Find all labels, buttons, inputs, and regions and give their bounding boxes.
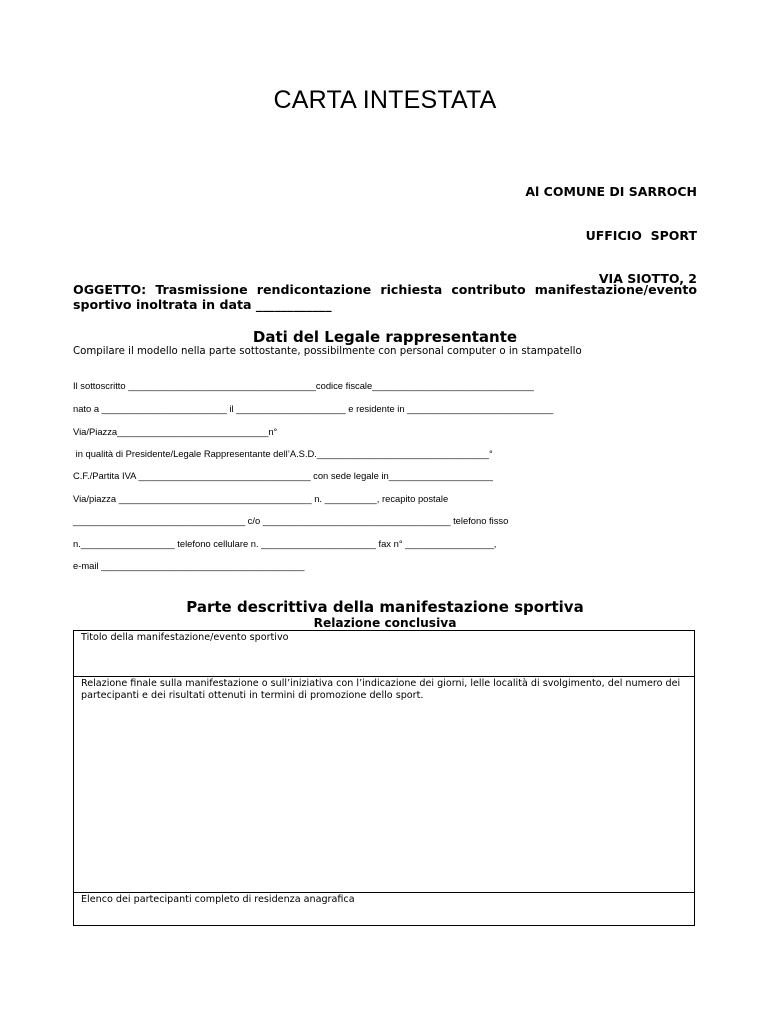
form-line-co[interactable]: _________________________________ c/o ____________________________________ telefono fisso bbox=[73, 515, 509, 526]
field-participants-label: Elenco dei partecipanti completo di residenza anagrafica bbox=[81, 894, 355, 905]
form-line-sottoscritto[interactable]: Il sottoscritto ____________________________________codice fiscale_______________________________ bbox=[73, 380, 534, 391]
field-report-label: Relazione finale sulla manifestazione o sull’iniziativa con l’indicazione dei giorni, lelle località di svolgimento, del numero dei partecipanti e dei risultati ottenuti in termini di promozione dello sport. bbox=[81, 678, 681, 701]
form-line-email[interactable]: e-mail _______________________________________ bbox=[73, 560, 305, 571]
field-title-label: Titolo della manifestazione/evento sportivo bbox=[81, 632, 289, 643]
legal-section-title: Dati del Legale rappresentante bbox=[252, 328, 518, 346]
description-section-title: Parte descrittiva della manifestazione sportiva bbox=[186, 598, 584, 616]
legal-instructions: Compilare il modello nella parte sottostante, possibilmente con personal computer o in stampatello bbox=[73, 346, 582, 357]
field-report-cell[interactable] bbox=[74, 677, 694, 893]
form-line-cf[interactable]: C.F./Partita IVA _________________________________ con sede legale in____________________ bbox=[73, 470, 493, 481]
description-subtitle: Relazione conclusiva bbox=[313, 616, 457, 630]
field-title-cell[interactable] bbox=[74, 631, 694, 677]
subject-line: OGGETTO: Trasmissione rendicontazione richiesta contributo manifestazione/evento sportivo inoltrata in data ____________ bbox=[73, 282, 697, 312]
recipient-line: UFFICIO SPORT bbox=[585, 227, 697, 243]
form-line-nato[interactable]: nato a ________________________ il _____________________ e residente in ____________________________ bbox=[73, 403, 554, 414]
form-line-telefono[interactable]: n.__________________ telefono cellulare n. ______________________ fax n° _________________, bbox=[73, 538, 497, 549]
description-table bbox=[73, 630, 695, 926]
form-line-via[interactable]: Via/Piazza_____________________________n° bbox=[73, 426, 278, 437]
form-line-qualita[interactable]: in qualità di Presidente/Legale Rappresentante dell’A.S.D._________________________________° bbox=[73, 448, 493, 459]
recipient-address bbox=[525, 156, 697, 301]
recipient-line: Al COMUNE DI SARROCH bbox=[525, 184, 697, 199]
recipient-line: VIA SIOTTO, 2 bbox=[598, 271, 697, 286]
field-participants-cell[interactable] bbox=[74, 893, 694, 925]
form-line-viapiazza[interactable]: Via/piazza _____________________________________ n. __________, recapito postale bbox=[73, 493, 449, 504]
letterhead-title: CARTA INTESTATA bbox=[273, 86, 497, 114]
